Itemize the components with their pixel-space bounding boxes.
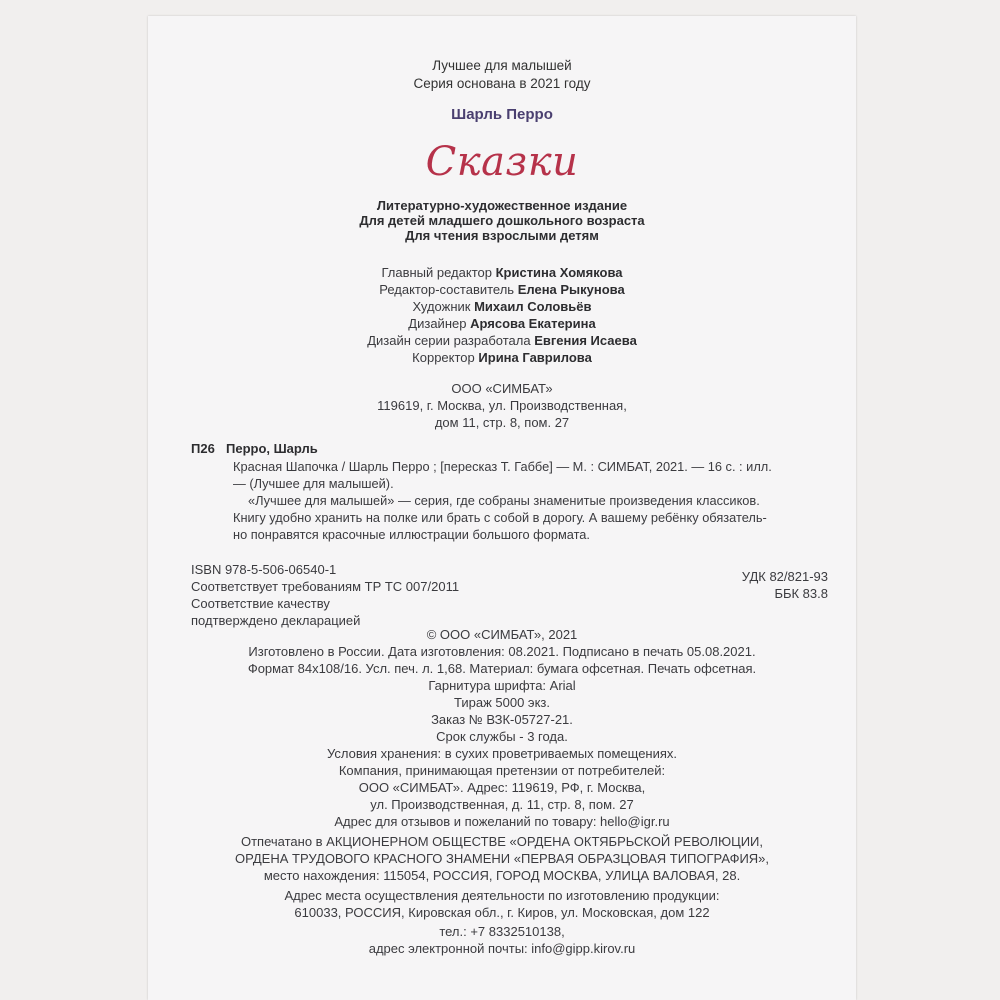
quality-line2: подтверждено декларацией xyxy=(191,613,361,628)
production-line: 610033, РОССИЯ, Кировская обл., г. Киров, ул. Московская, дом 122 xyxy=(294,905,710,920)
bib-line3: «Лучшее для малышей» — серия, где собраны знаменитые произведения классиков. xyxy=(248,493,760,508)
contact-phone: тел.: +7 8332510138, xyxy=(439,924,565,939)
publisher-address-line2: дом 11, стр. 8, пом. 27 xyxy=(434,415,570,430)
udk: УДК 82/821-93 xyxy=(741,569,828,584)
imprint-line: Изготовлено в России. Дата изготовления: 08.2021. Подписано в печать 05.08.2021. xyxy=(248,644,756,659)
imprint-line: Тираж 5000 экз. xyxy=(454,695,550,710)
imprint-line: Компания, принимающая претензии от потребителей: xyxy=(338,763,666,778)
book-title: Сказки xyxy=(425,139,579,185)
credit-name: Евгения Исаева xyxy=(534,333,637,348)
series-name: Лучшее для малышей xyxy=(432,58,572,73)
bbk: ББК 83.8 xyxy=(774,586,828,601)
quality-line1: Соответствие качеству xyxy=(191,596,330,611)
publisher-address-line1: 119619, г. Москва, ул. Производственная, xyxy=(377,398,627,413)
credit-line xyxy=(148,299,856,315)
bib-line2: — (Лучшее для малышей). xyxy=(233,476,394,491)
imprint-line: Условия хранения: в сухих проветриваемых помещениях. xyxy=(326,746,678,761)
isbn: ISBN 978-5-506-06540-1 xyxy=(191,562,337,577)
credit-name: Арясова Екатерина xyxy=(470,316,596,331)
bib-line4: Книгу удобно хранить на полке или брать с собой в дорогу. А вашему ребёнку обязатель- xyxy=(233,510,767,525)
imprint-line: Срок службы - 3 года. xyxy=(436,729,568,744)
credit-line xyxy=(148,350,856,366)
compliance: Соответствует требованиям ТР ТС 007/2011 xyxy=(191,579,460,594)
credit-role: Художник xyxy=(412,299,471,314)
credit-role: Редактор-составитель xyxy=(379,282,515,297)
bib-line5: но понравятся красочные иллюстрации большого формата. xyxy=(233,527,590,542)
printer-line: ОРДЕНА ТРУДОВОГО КРАСНОГО ЗНАМЕНИ «ПЕРВАЯ ОБРАЗЦОВАЯ ТИПОГРАФИЯ», xyxy=(234,851,770,866)
imprint-line: ООО «СИМБАТ». Адрес: 119619, РФ, г. Москва, xyxy=(358,780,646,795)
edition-age: Для детей младшего дошкольного возраста xyxy=(359,213,645,228)
edition-type: Литературно-художественное издание xyxy=(376,198,628,213)
credit-line xyxy=(148,282,856,298)
imprint-line: © ООО «СИМБАТ», 2021 xyxy=(426,627,578,642)
credit-role: Главный редактор xyxy=(381,265,492,280)
printer-line: место нахождения: 115054, РОССИЯ, ГОРОД МОСКВА, УЛИЦА ВАЛОВАЯ, 28. xyxy=(263,868,741,883)
publisher-name: ООО «СИМБАТ» xyxy=(451,381,553,396)
imprint-line: Адрес для отзывов и пожеланий по товару: hello@igr.ru xyxy=(334,814,670,829)
printer-line: Отпечатано в АКЦИОНЕРНОМ ОБЩЕСТВЕ «ОРДЕНА ОКТЯБРЬСКОЙ РЕВОЛЮЦИИ, xyxy=(240,834,763,849)
bib-heading: Перро, Шарль xyxy=(226,441,318,456)
series-founded: Серия основана в 2021 году xyxy=(413,76,591,91)
credit-line xyxy=(148,265,856,281)
credit-role: Дизайн серии разработала xyxy=(367,333,531,348)
credit-name: Михаил Соловьёв xyxy=(474,299,592,314)
credit-line xyxy=(148,333,856,349)
imprint-line: Гарнитура шрифта: Arial xyxy=(428,678,576,693)
credit-role: Корректор xyxy=(412,350,475,365)
credit-role: Дизайнер xyxy=(408,316,467,331)
book-page xyxy=(148,16,856,1000)
bib-code: П26 xyxy=(191,441,215,456)
production-line: Адрес места осуществления деятельности по изготовлению продукции: xyxy=(284,888,720,903)
imprint-line: Формат 84х108/16. Усл. печ. л. 1,68. Материал: бумага офсетная. Печать офсетная. xyxy=(247,661,757,676)
imprint-line: ул. Производственная, д. 11, стр. 8, пом. 27 xyxy=(370,797,634,812)
contact-email: адрес электронной почты: info@gipp.kirov.ru xyxy=(368,941,636,956)
credit-name: Елена Рыкунова xyxy=(517,282,625,297)
bib-line1: Красная Шапочка / Шарль Перро ; [пересказ Т. Габбе] — М. : СИМБАТ, 2021. — 16 с. : илл. xyxy=(233,459,772,474)
credit-name: Ирина Гаврилова xyxy=(478,350,592,365)
imprint-line: Заказ № ВЗК-05727-21. xyxy=(431,712,573,727)
edition-reading: Для чтения взрослыми детям xyxy=(405,228,599,243)
credit-name: Кристина Хомякова xyxy=(495,265,623,280)
credit-line xyxy=(148,316,856,332)
author-name: Шарль Перро xyxy=(451,106,553,123)
